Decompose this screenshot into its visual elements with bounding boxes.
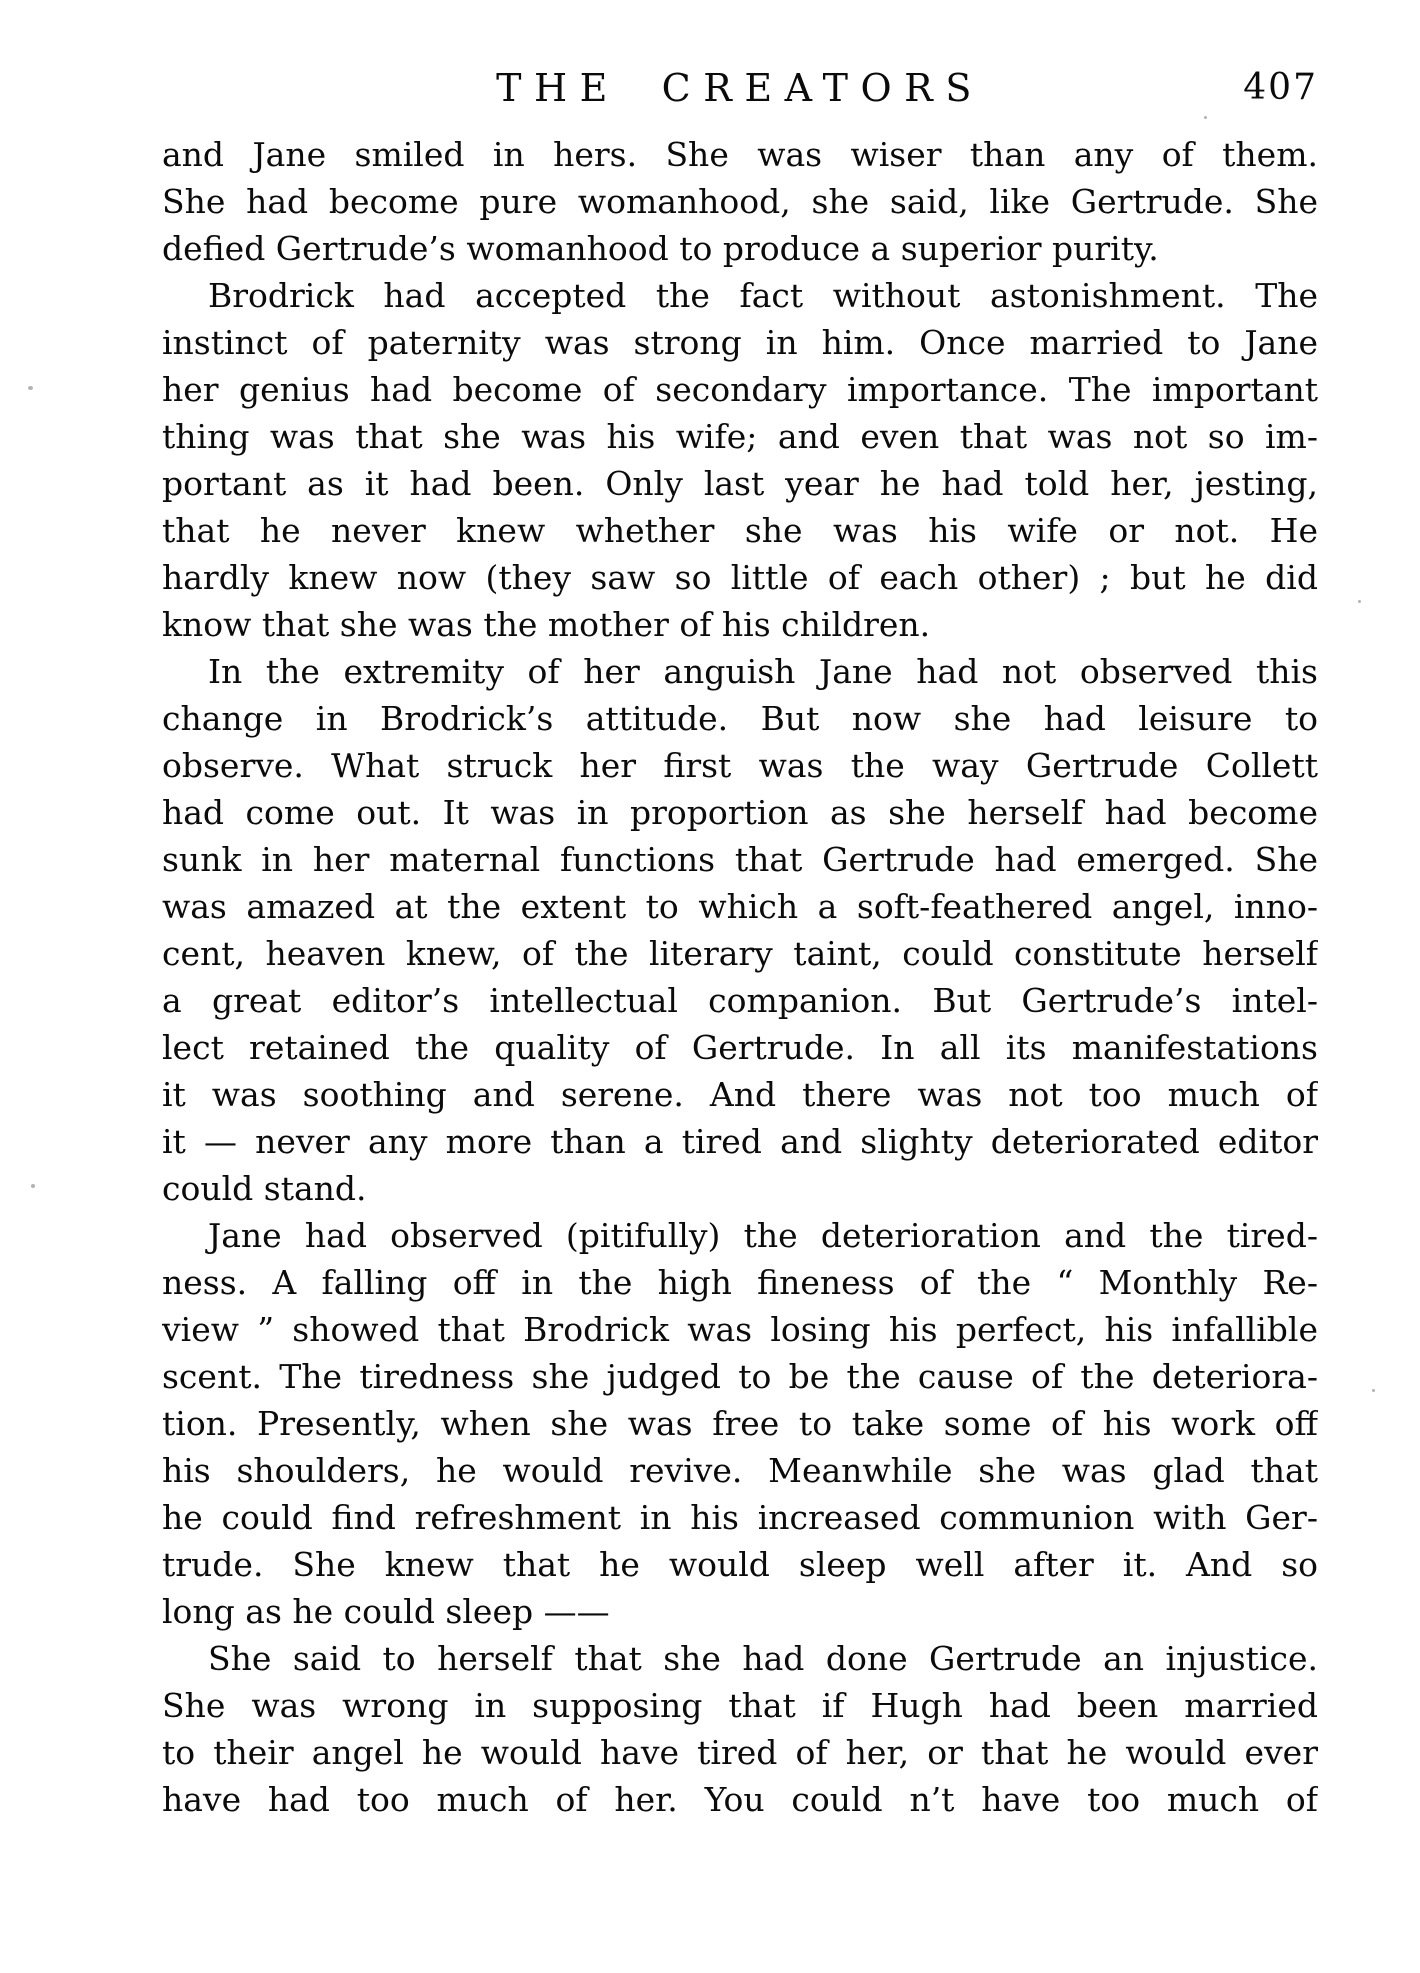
text-line: trude. She knew that he would sleep well after it. And so — [162, 1545, 1318, 1584]
text-line: lect retained the quality of Gertrude. In all its manifestations — [162, 1028, 1318, 1067]
text-line: it — never any more than a tired and slighty deteriorated editor — [162, 1122, 1318, 1161]
running-head-title: THE CREATORS — [496, 66, 984, 110]
text-line: Jane had observed (pitifully) the deterioration and the tired- — [208, 1216, 1318, 1255]
scan-speck — [1372, 1389, 1375, 1392]
text-line: that he never knew whether she was his wife or not. He — [162, 511, 1318, 550]
text-line: know that she was the mother of his children. — [162, 605, 931, 644]
text-line: her genius had become of secondary importance. The important — [162, 370, 1318, 409]
text-line: have had too much of her. You could n’t have too much of — [162, 1780, 1318, 1819]
scan-speck — [31, 1184, 35, 1188]
text-line: view ” showed that Brodrick was losing his perfect, his infallible — [162, 1310, 1318, 1349]
text-line: hardly knew now (they saw so little of each other) ; but he did — [162, 558, 1318, 597]
text-line: to their angel he would have tired of her, or that he would ever — [162, 1733, 1318, 1772]
text-line: was amazed at the extent to which a soft-feathered angel, inno- — [162, 887, 1318, 926]
scan-speck — [1358, 600, 1361, 603]
text-line: defied Gertrude’s womanhood to produce a superior purity. — [162, 229, 1159, 268]
text-line: change in Brodrick’s attitude. But now she had leisure to — [162, 699, 1318, 738]
text-line: his shoulders, he would revive. Meanwhile she was glad that — [162, 1451, 1318, 1490]
running-head — [162, 62, 1318, 114]
page-number: 407 — [1243, 67, 1318, 108]
scan-speck — [28, 386, 33, 390]
text-line: thing was that she was his wife; and even that was not so im- — [162, 417, 1318, 456]
text-line: and Jane smiled in hers. She was wiser than any of them. — [162, 135, 1318, 174]
text-line: scent. The tiredness she judged to be the cause of the deteriora- — [162, 1357, 1318, 1396]
text-line: sunk in her maternal functions that Gertrude had emerged. She — [162, 840, 1318, 879]
text-line: it was soothing and serene. And there was not too much of — [162, 1075, 1318, 1114]
text-line: ness. A falling off in the high fineness of the “ Monthly Re- — [162, 1263, 1318, 1302]
text-line: cent, heaven knew, of the literary taint, could constitute herself — [162, 934, 1318, 973]
scan-speck — [1204, 116, 1207, 119]
text-line: She said to herself that she had done Gertrude an injustice. — [208, 1639, 1318, 1678]
text-line: Brodrick had accepted the fact without astonishment. The — [208, 276, 1318, 315]
text-line: had come out. It was in proportion as she herself had become — [162, 793, 1318, 832]
text-line: a great editor’s intellectual companion. But Gertrude’s intel- — [162, 981, 1318, 1020]
text-line: She had become pure womanhood, she said, like Gertrude. She — [162, 182, 1318, 221]
text-line: could stand. — [162, 1169, 367, 1208]
text-line: portant as it had been. Only last year he had told her, jesting, — [162, 464, 1318, 503]
text-line: tion. Presently, when she was free to take some of his work off — [162, 1404, 1318, 1443]
body-text — [162, 131, 1318, 1823]
text-line: In the extremity of her anguish Jane had not observed this — [208, 652, 1318, 691]
text-line: he could find refreshment in his increased communion with Ger- — [162, 1498, 1318, 1537]
text-line: She was wrong in supposing that if Hugh had been married — [162, 1686, 1318, 1725]
text-line: observe. What struck her first was the way Gertrude Collett — [162, 746, 1318, 785]
text-line: long as he could sleep —— — [162, 1592, 610, 1631]
text-line: instinct of paternity was strong in him. Once married to Jane — [162, 323, 1318, 362]
